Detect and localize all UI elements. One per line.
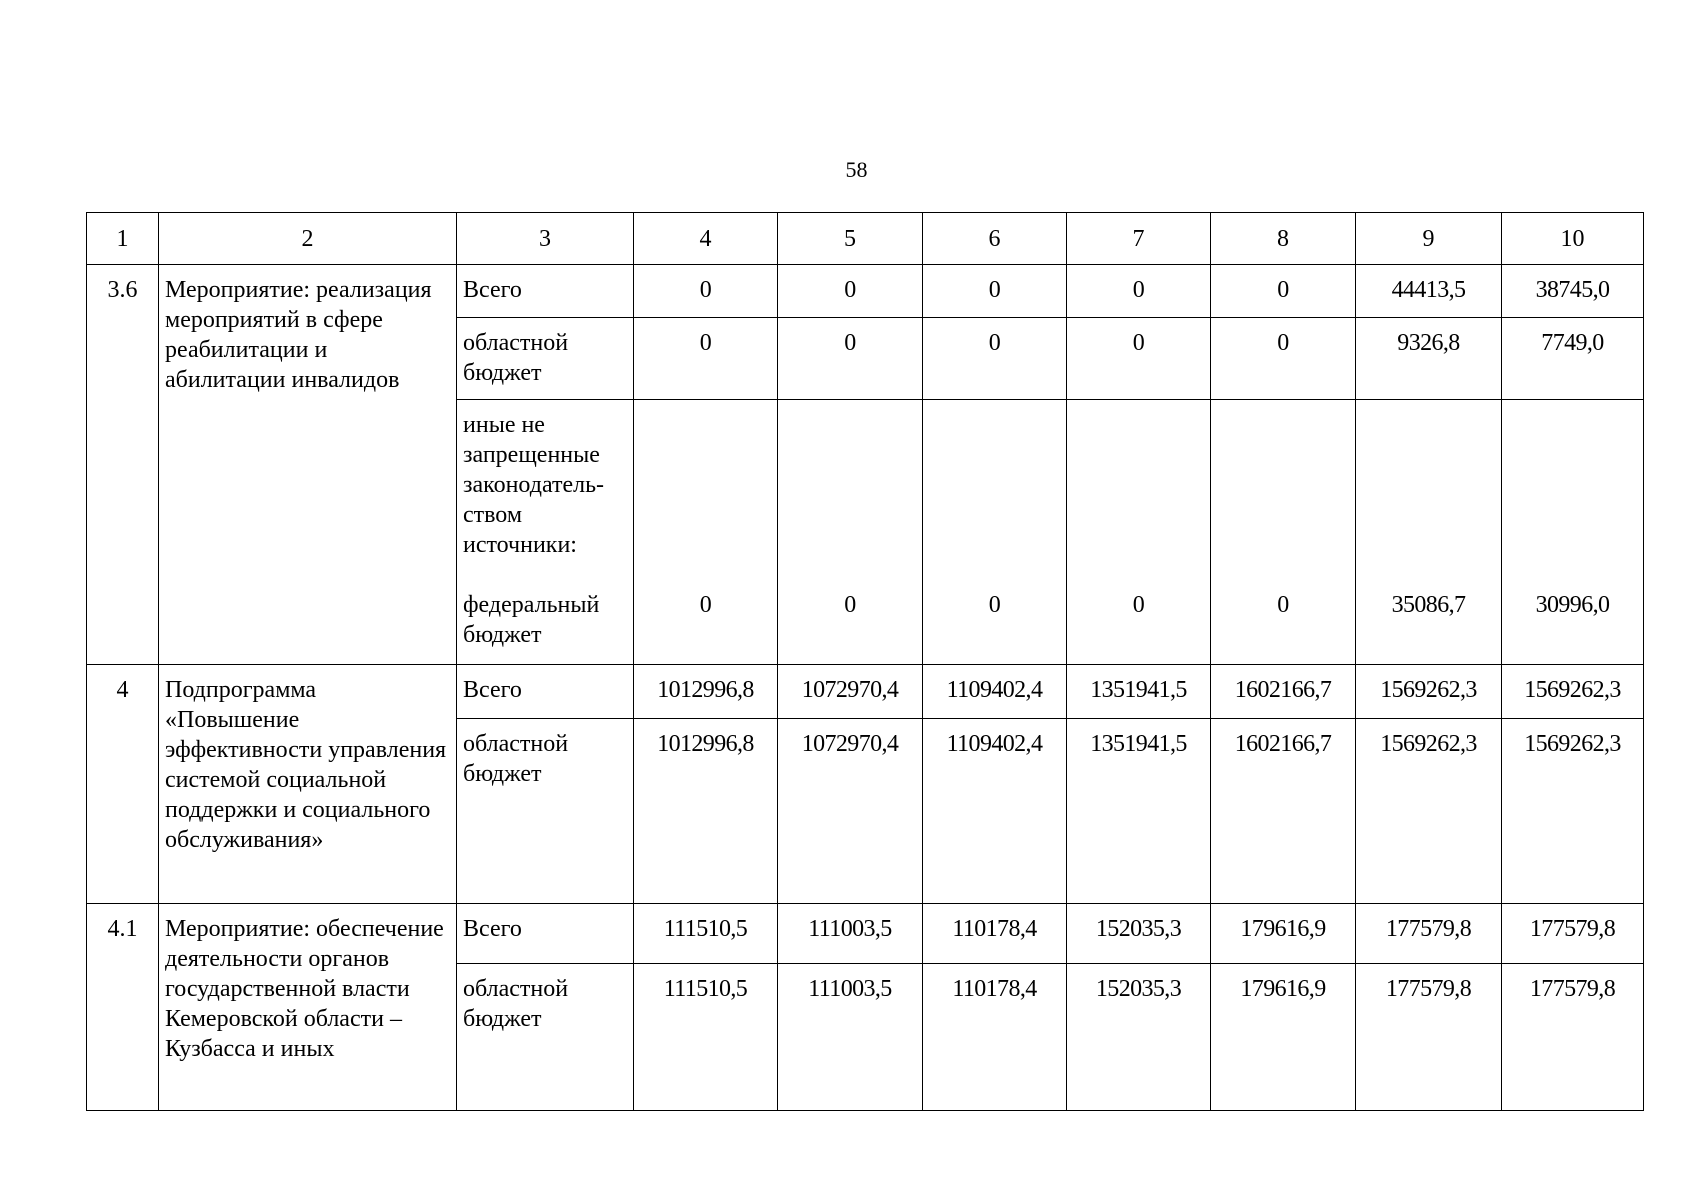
- value-cell: 179616,9: [1211, 904, 1356, 964]
- value-cell: 0: [778, 318, 923, 400]
- value-cell: 38745,0: [1502, 265, 1644, 318]
- value-cell: 1602166,7: [1211, 719, 1356, 904]
- value-cell: [634, 400, 778, 665]
- value-cell: 110178,4: [923, 904, 1067, 964]
- source-cell: областной бюджет: [457, 318, 634, 400]
- value-cell: 0: [923, 318, 1067, 400]
- value-text: 35086,7: [1391, 592, 1466, 618]
- header-cell: 7: [1067, 213, 1211, 265]
- value-text: 0: [988, 592, 1001, 618]
- value-cell: 0: [634, 318, 778, 400]
- value-cell: 0: [1067, 265, 1211, 318]
- row-name: Подпрограмма «Повышение эффективности управления системой социальной поддержки и социального обслуживания»: [159, 665, 457, 904]
- value-text: 0: [844, 592, 856, 618]
- value-cell: 177579,8: [1356, 964, 1502, 1111]
- value-text: 0: [1132, 592, 1145, 618]
- value-cell: 179616,9: [1211, 964, 1356, 1111]
- row-name: Мероприятие: реализация мероприятий в сфере реабилитации и абилитации инвалидов: [159, 265, 457, 665]
- value-cell: 110178,4: [923, 964, 1067, 1111]
- source-cell: [457, 400, 634, 665]
- value-cell: 1602166,7: [1211, 665, 1356, 719]
- value-cell: 0: [1211, 265, 1356, 318]
- source-cell: Всего: [457, 265, 634, 318]
- value-cell: 0: [634, 265, 778, 318]
- table-row: [87, 665, 1644, 719]
- source-cell: Всего: [457, 904, 634, 964]
- budget-table: [86, 212, 1644, 1111]
- row-number: 4.1: [87, 904, 159, 1111]
- value-cell: 111510,5: [634, 904, 778, 964]
- value-cell: [1211, 400, 1356, 665]
- value-cell: 0: [778, 265, 923, 318]
- value-cell: 1569262,3: [1356, 665, 1502, 719]
- value-cell: 1012996,8: [634, 719, 778, 904]
- value-cell: 177579,8: [1356, 904, 1502, 964]
- value-text: 0: [699, 592, 712, 618]
- value-cell: 1109402,4: [923, 719, 1067, 904]
- row-number: 3.6: [87, 265, 159, 665]
- value-cell: 1012996,8: [634, 665, 778, 719]
- row-number: 4: [87, 665, 159, 904]
- source-cell: областной бюджет: [457, 719, 634, 904]
- header-cell: 6: [923, 213, 1067, 265]
- header-cell: 9: [1356, 213, 1502, 265]
- value-cell: 7749,0: [1502, 318, 1644, 400]
- page-number: 58: [845, 157, 868, 182]
- value-cell: 1569262,3: [1502, 665, 1644, 719]
- value-cell: 152035,3: [1067, 964, 1211, 1111]
- value-cell: 44413,5: [1356, 265, 1502, 318]
- table-row: [87, 265, 1644, 318]
- value-cell: 0: [1211, 318, 1356, 400]
- value-cell: [923, 400, 1067, 665]
- value-cell: 9326,8: [1356, 318, 1502, 400]
- header-cell: 3: [457, 213, 634, 265]
- table-header-row: [87, 213, 1644, 265]
- value-cell: 1351941,5: [1067, 665, 1211, 719]
- value-cell: 177579,8: [1502, 964, 1644, 1111]
- value-cell: 1072970,4: [778, 665, 923, 719]
- value-cell: 1109402,4: [923, 665, 1067, 719]
- subsource-label: федеральный бюджет: [463, 592, 600, 648]
- value-cell: 1072970,4: [778, 719, 923, 904]
- value-cell: 1351941,5: [1067, 719, 1211, 904]
- value-cell: 1569262,3: [1356, 719, 1502, 904]
- value-cell: [778, 400, 923, 665]
- header-cell: 5: [778, 213, 923, 265]
- source-cell: областной бюджет: [457, 964, 634, 1111]
- value-cell: 177579,8: [1502, 904, 1644, 964]
- value-cell: [1502, 400, 1644, 665]
- source-label: иные не запрещенные законодатель-ством источники:: [463, 412, 605, 558]
- header-cell: 2: [159, 213, 457, 265]
- value-cell: 111003,5: [778, 904, 923, 964]
- value-text: 30996,0: [1535, 592, 1610, 618]
- value-text: 0: [1277, 592, 1289, 618]
- source-gap: [463, 560, 627, 590]
- header-cell: 10: [1502, 213, 1644, 265]
- value-cell: 1569262,3: [1502, 719, 1644, 904]
- value-cell: 111510,5: [634, 964, 778, 1111]
- row-name: Мероприятие: обеспечение деятельности органов государственной власти Кемеровской области – Кузбасса и иных: [159, 904, 457, 1111]
- value-cell: 152035,3: [1067, 904, 1211, 964]
- header-cell: 1: [87, 213, 159, 265]
- table-row: [87, 904, 1644, 964]
- header-cell: 4: [634, 213, 778, 265]
- header-cell: 8: [1211, 213, 1356, 265]
- value-cell: [1067, 400, 1211, 665]
- source-cell: Всего: [457, 665, 634, 719]
- value-cell: 0: [923, 265, 1067, 318]
- value-cell: 111003,5: [778, 964, 923, 1111]
- value-cell: [1356, 400, 1502, 665]
- value-cell: 0: [1067, 318, 1211, 400]
